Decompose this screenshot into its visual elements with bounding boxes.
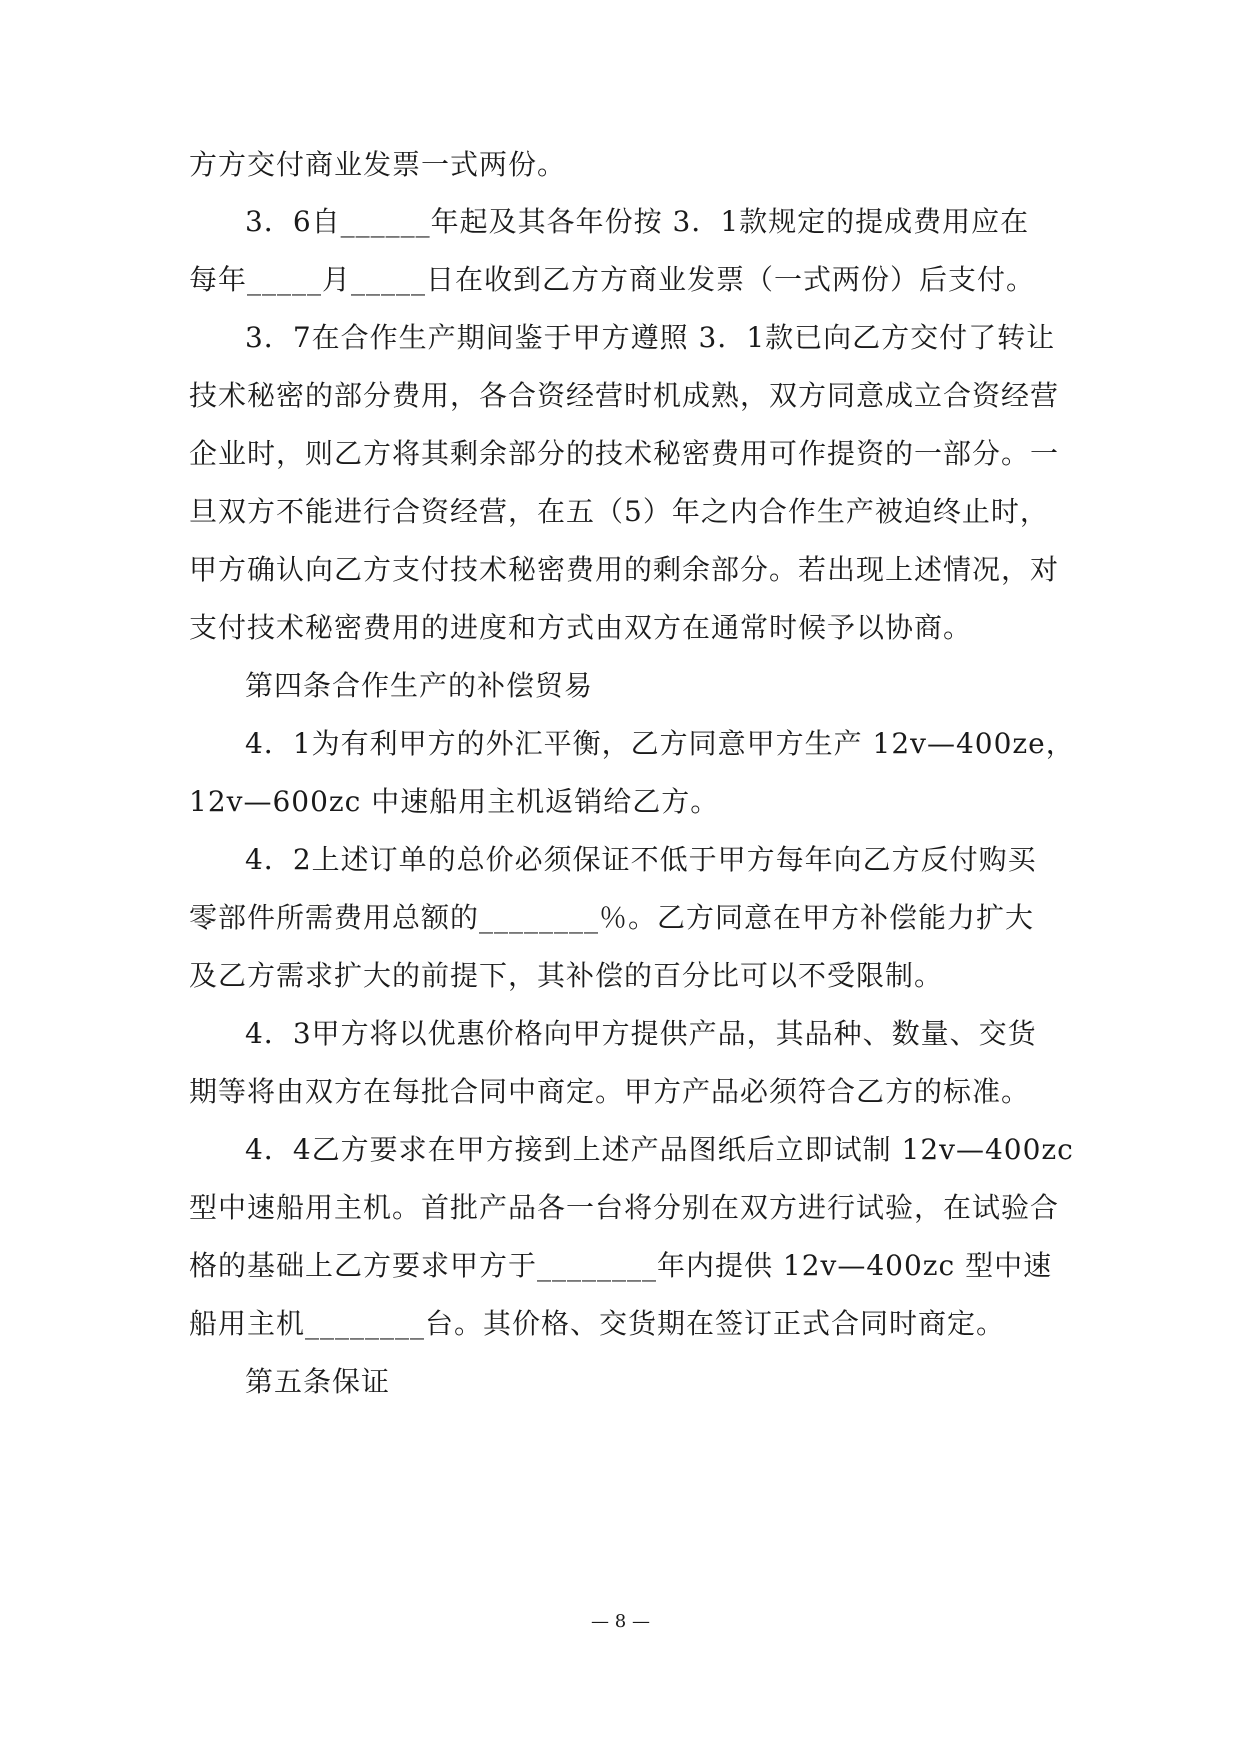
text-line: 支付技术秘密费用的进度和方式由双方在通常时候予以协商。 (189, 611, 973, 644)
text-line: 4．1为有利甲方的外汇平衡，乙方同意甲方生产 12v—400ze， (245, 727, 1075, 760)
section-heading: 第五条保证 (245, 1365, 391, 1398)
text-line: 甲方确认向乙方支付技术秘密费用的剩余部分。若出现上述情况，对 (189, 553, 1060, 586)
text-line: 及乙方需求扩大的前提下，其补偿的百分比可以不受限制。 (189, 959, 944, 992)
section-heading: 第四条合作生产的补偿贸易 (245, 669, 594, 702)
page-number: — 8 — (591, 1611, 650, 1632)
text-line: 4．2上述订单的总价必须保证不低于甲方每年向乙方反付购买 (245, 843, 1037, 876)
text-line: 企业时，则乙方将其剩余部分的技术秘密费用可作提资的一部分。一 (189, 437, 1060, 470)
text-line: 型中速船用主机。首批产品各一台将分别在双方进行试验，在试验合 (189, 1191, 1060, 1224)
text-line: 方方交付商业发票一式两份。 (189, 148, 567, 181)
text-line: 3．7在合作生产期间鉴于甲方遵照 3．1款已向乙方交付了转让 (245, 321, 1056, 354)
text-line: 4．3甲方将以优惠价格向甲方提供产品，其品种、数量、交货 (245, 1017, 1037, 1050)
text-line: 4．4乙方要求在甲方接到上述产品图纸后立即试制 12v—400zc (245, 1133, 1074, 1166)
text-line: 格的基础上乙方要求甲方于________年内提供 12v—400zc 型中速 (189, 1249, 1053, 1282)
text-line: 技术秘密的部分费用，各合资经营时机成熟，双方同意成立合资经营 (189, 379, 1060, 412)
text-line: 零部件所需费用总额的________％。乙方同意在甲方补偿能力扩大 (189, 901, 1035, 934)
text-line: 期等将由双方在每批合同中商定。甲方产品必须符合乙方的标准。 (189, 1075, 1031, 1108)
text-line: 3．6自______年起及其各年份按 3．1款规定的提成费用应在 (245, 205, 1030, 238)
text-line: 12v—600zc 中速船用主机返销给乙方。 (189, 785, 720, 818)
text-line: 船用主机________台。其价格、交货期在签订正式合同时商定。 (189, 1307, 1006, 1340)
text-line: 每年_____月_____日在收到乙方方商业发票（一式两份）后支付。 (189, 263, 1036, 296)
text-line: 旦双方不能进行合资经营，在五（5）年之内合作生产被迫终止时， (189, 495, 1049, 528)
